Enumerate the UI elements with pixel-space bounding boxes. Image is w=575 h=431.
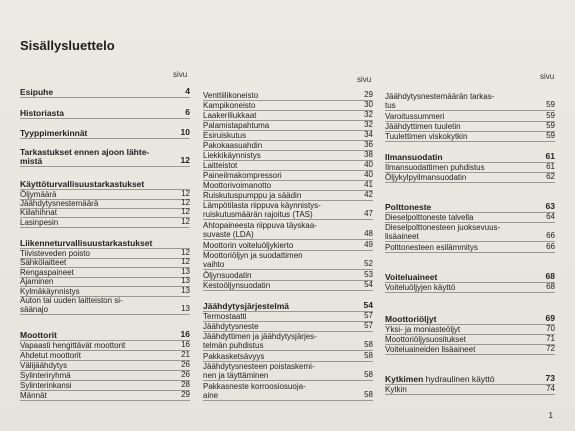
toc-entry: [385, 335, 555, 345]
toc-entry-label: Pakkasketsävyys: [203, 352, 265, 361]
toc-entry: [385, 273, 555, 283]
toc-entry-page: 12: [181, 217, 190, 226]
toc-entry-page: 13: [181, 276, 190, 285]
toc-entry: [203, 382, 373, 401]
toc-entry: [385, 345, 555, 355]
toc-entry: [20, 208, 190, 218]
toc-entry-label: Kestoöljynsuodatin: [203, 281, 271, 290]
toc-entry: [20, 258, 190, 268]
toc-entry-label: Ahtopaineesta riippuva täyskaa- suvaste (LDA): [203, 221, 317, 239]
toc-entry: [385, 243, 555, 253]
toc-entry-label: Ruiskutuspumppu ja säädin: [203, 191, 302, 200]
toc-entry: [20, 391, 190, 401]
toc-entry-page: 32: [364, 120, 373, 129]
toc-entry-label: Moottoriöljyn ja suodattimen vaihto: [203, 251, 303, 269]
toc-entry-label: Männät: [20, 391, 47, 400]
toc-entry-page: 36: [364, 140, 373, 149]
toc-entry-label: Sylinteriryhmä: [20, 371, 71, 380]
toc-entry: [20, 148, 190, 167]
toc-entry: [385, 173, 555, 183]
toc-entry-label: Moottoriöljyt: [385, 314, 437, 324]
toc-entry: [203, 251, 373, 270]
toc-entry-label: Sylinterinkansi: [20, 381, 72, 390]
toc-entry-label: Välijäähdytys: [20, 361, 68, 370]
toc-entry-page: 12: [181, 198, 190, 207]
toc-entry-label: Historiasta: [20, 108, 64, 118]
toc-entry-page: 54: [364, 280, 373, 289]
sivu-label-col2: sivu: [357, 75, 372, 84]
toc-entry-label: Termostaatti: [203, 312, 247, 321]
toc-entry: [385, 153, 555, 163]
toc-entry-page: 58: [364, 370, 373, 379]
toc-entry: [203, 141, 373, 151]
toc-entry-page: 40: [364, 160, 373, 169]
toc-entry: [203, 332, 373, 351]
page-number: 1: [548, 411, 553, 420]
toc-entry-label: Öljykylpyilmansuodatin: [385, 173, 467, 182]
toc-entry: [203, 121, 373, 131]
toc-entry-label: Tarkastukset ennen ajoon lähte- mistä: [20, 147, 150, 166]
toc-entry-label: Kylmäkäynnistys: [20, 287, 80, 296]
toc-entry: [203, 221, 373, 240]
toc-entry: [203, 171, 373, 181]
toc-entry: [20, 341, 190, 351]
toc-entry: [20, 277, 190, 287]
toc-entry: [20, 218, 190, 228]
toc-entry-page: 59: [546, 131, 555, 140]
toc-entry-page: 72: [546, 344, 555, 353]
toc-entry-page: 66: [546, 242, 555, 251]
toc-entry-label: Moottorit: [20, 330, 57, 340]
toc-entry-page: 54: [363, 300, 373, 310]
toc-entry: [203, 161, 373, 171]
toc-entry-label: Käyttöturvallisuustarkastukset: [20, 179, 145, 189]
toc-entry-page: 13: [181, 304, 190, 313]
toc-entry-label: Ahdetut moottorit: [20, 351, 81, 360]
toc-entry-label: Ajaminen: [20, 277, 54, 286]
toc-entry-page: 47: [364, 209, 373, 218]
toc-entry-page: 71: [546, 334, 555, 343]
toc-entry: [203, 91, 373, 101]
toc-entry: [203, 201, 373, 220]
toc-entry: [20, 331, 190, 341]
toc-entry-page: 59: [546, 100, 555, 109]
toc-entry-label: Liikenneturvallisuustarkastukset: [20, 238, 153, 248]
toc-entry: [203, 302, 373, 312]
page-title: Sisällysluettelo: [20, 38, 115, 53]
toc-entry-page: 30: [364, 100, 373, 109]
toc-entry: [203, 281, 373, 291]
toc-entry-page: 16: [181, 340, 190, 349]
toc-entry-page: 73: [545, 373, 555, 383]
toc-entry: [20, 361, 190, 371]
toc-entry-label: Moottorin voiteluöljykierto: [203, 241, 294, 250]
toc-entry-label: Voiteluaineet: [385, 272, 438, 282]
toc-entry: [203, 191, 373, 201]
toc-entry: [203, 101, 373, 111]
toc-entry-label: Öljymäärä: [20, 190, 57, 199]
toc-entry-label: Pakkasneste korroosiosuoja- aine: [203, 382, 306, 400]
toc-entry-page: 26: [181, 370, 190, 379]
toc-entry-page: 61: [546, 162, 555, 171]
toc-entry-page: 12: [181, 207, 190, 216]
toc-entry-page: 13: [181, 267, 190, 276]
toc-entry-label: Sähkölaitteet: [20, 258, 67, 267]
toc-entry-label: Lasinpesin: [20, 218, 59, 227]
toc-entry-page: 68: [545, 271, 555, 281]
toc-entry-page: 32: [364, 110, 373, 119]
toc-entry-page: 16: [180, 329, 190, 339]
toc-entry-page: 12: [180, 155, 190, 165]
toc-entry-label: Esipuhe: [20, 87, 54, 97]
toc-entry-label: Yksi- ja moniasteöljyt: [385, 325, 461, 334]
toc-entry: [385, 375, 555, 385]
toc-entry-page: 40: [364, 170, 373, 179]
toc-entry-page: 38: [364, 150, 373, 159]
toc-entry-label: Moottorivoimanotto: [203, 181, 272, 190]
toc-entry: [385, 92, 555, 111]
toc-entry-label: Paineilmakompressori: [203, 171, 282, 180]
toc-entry: [203, 271, 373, 281]
toc-entry-label: Rengaspaineet: [20, 268, 74, 277]
toc-entry: [20, 296, 190, 315]
toc-entry-page: 42: [364, 190, 373, 199]
toc-entry-label: Palamistapahtuma: [203, 121, 270, 130]
toc-entry-page: 41: [364, 180, 373, 189]
toc-entry-label: Polttonesteen esilämmitys: [385, 243, 478, 252]
toc-entry: [20, 371, 190, 381]
toc-entry-page: 52: [364, 259, 373, 268]
toc-entry: [20, 109, 190, 119]
toc-entry-label: Ilmansuodatin: [385, 152, 443, 162]
toc-entry-label: Öljynsuodatin: [203, 271, 252, 280]
toc-entry: [203, 241, 373, 251]
toc-entry-page: 12: [181, 189, 190, 198]
toc-entry-page: 26: [181, 360, 190, 369]
toc-entry-page: 61: [545, 151, 555, 161]
toc-entry-label: Esiruiskutus: [203, 131, 247, 140]
toc-entry: [20, 88, 190, 98]
toc-entry-page: 49: [364, 240, 373, 249]
toc-entry-page: 10: [180, 127, 190, 137]
toc-entry-page: 53: [364, 270, 373, 279]
toc-entry-page: 12: [181, 257, 190, 266]
toc-entry-page: 29: [364, 90, 373, 99]
toc-entry: [203, 181, 373, 191]
toc-entry-label: Venttiilikoneisto: [203, 91, 259, 100]
toc-entry-page: 74: [546, 384, 555, 393]
toc-entry-label: Kampikoneisto: [203, 101, 256, 110]
toc-entry: [385, 163, 555, 173]
toc-entry: [20, 239, 190, 249]
toc-entry-label: Lämpötilasta riippuva käynnistys- ruiskutusmäärän rajoitus (TAS): [203, 201, 321, 219]
toc-entry: [385, 112, 555, 122]
toc-entry: [385, 223, 555, 242]
toc-entry-page: 59: [546, 121, 555, 130]
toc-entry-page: 64: [546, 212, 555, 221]
toc-entry: [203, 362, 373, 381]
toc-entry-page: 21: [181, 350, 190, 359]
toc-entry-page: 12: [181, 248, 190, 257]
toc-entry: [385, 203, 555, 213]
toc-entry-label: Tiivisteveden poisto: [20, 249, 90, 258]
toc-entry-page: 57: [364, 311, 373, 320]
toc-entry: [20, 351, 190, 361]
toc-entry-label: Voiteluöljyjen käyttö: [385, 283, 456, 292]
toc-entry-label: Ilmansuodattimen puhdistus: [385, 163, 485, 172]
toc-entry-label: Pakokaasuahdin: [203, 141, 263, 150]
toc-entry-page: 28: [181, 380, 190, 389]
toc-entry: [385, 122, 555, 132]
toc-entry: [385, 132, 555, 142]
toc-entry-label: Jäähdytysnestemäärän tarkas- tus: [385, 92, 495, 110]
toc-entry-label: Jäähdytysnestemäärä: [20, 199, 99, 208]
toc-entry: [203, 131, 373, 141]
toc-entry: [385, 283, 555, 293]
toc-entry-page: 4: [185, 86, 190, 96]
toc-entry-label: Jäähdytysnesteen poistaskemi- nen ja täyttäminen: [203, 362, 315, 380]
toc-entry: [385, 325, 555, 335]
toc-entry: [203, 352, 373, 362]
sivu-label-col3: sivu: [540, 72, 555, 81]
toc-entry-label: Laakeriliukkaat: [203, 111, 257, 120]
toc-entry-label: Kytkimen hydraulinen käyttö: [385, 374, 495, 384]
toc-entry-page: 48: [364, 229, 373, 238]
toc-entry-label: Tyyppimerkinnät: [20, 128, 88, 138]
toc-entry-page: 66: [546, 231, 555, 240]
toc-entry-page: 59: [546, 111, 555, 120]
toc-entry: [203, 322, 373, 332]
toc-entry-page: 58: [364, 390, 373, 399]
toc-entry-page: 34: [364, 130, 373, 139]
toc-entry: [20, 180, 190, 190]
toc-entry-page: 29: [181, 390, 190, 399]
toc-entry-label: Moottoriöljysuositukset: [385, 335, 466, 344]
toc-entry-page: 68: [546, 282, 555, 291]
toc-entry: [203, 111, 373, 121]
toc-entry: [20, 381, 190, 391]
toc-entry-label: Kiilahihnat: [20, 208, 57, 217]
toc-entry-page: 70: [546, 324, 555, 333]
toc-entry-page: 6: [185, 107, 190, 117]
toc-entry-page: 63: [545, 201, 555, 211]
toc-entry-label: Polttoneste: [385, 202, 432, 212]
toc-entry-label: Liekkikäynnistys: [203, 151, 261, 160]
toc-entry-page: 62: [546, 172, 555, 181]
sivu-label-col1: sivu: [173, 70, 188, 79]
toc-entry-label: Auton tai uuden laitteiston si- säänajo: [20, 296, 123, 314]
toc-entry-page: 58: [364, 340, 373, 349]
toc-entry-label: Laitteistot: [203, 161, 238, 170]
toc-entry-label: Tuulettimen viskokytkin: [385, 132, 468, 141]
toc-entry-page: 69: [545, 313, 555, 323]
toc-entry: [385, 315, 555, 325]
toc-entry-sublabel: hydraulinen käyttö: [423, 374, 495, 384]
toc-entry: [385, 385, 555, 395]
toc-entry: [203, 151, 373, 161]
toc-entry: [203, 312, 373, 322]
toc-entry-label: Jäähdytysjärjestelmä: [203, 301, 289, 311]
toc-entry-label: Jäähdyttimen ja jäähdytysjärjes- telmän puhdistus: [203, 332, 317, 350]
toc-entry-label: Jäähdytysneste: [203, 322, 259, 331]
toc-entry-page: 13: [181, 286, 190, 295]
toc-entry: [385, 213, 555, 223]
toc-entry-label: Kytkin: [385, 385, 407, 394]
toc-entry-label: Varoitussummeri: [385, 112, 445, 121]
toc-entry-label: Dieselpolttoneste talvella: [385, 213, 474, 222]
toc-entry-page: 57: [364, 321, 373, 330]
toc-entry-label: Vapaasti hengittävät moottorit: [20, 341, 126, 350]
toc-entry-page: 58: [364, 351, 373, 360]
toc-entry-label: Voiteluaineiden lisäaineet: [385, 345, 476, 354]
toc-entry-label: Jäähdyttimen tuuletin: [385, 122, 461, 131]
toc-entry: [20, 129, 190, 139]
toc-entry-label: Dieselpolttonesteen juoksevuus- lisäaineet: [385, 223, 501, 241]
